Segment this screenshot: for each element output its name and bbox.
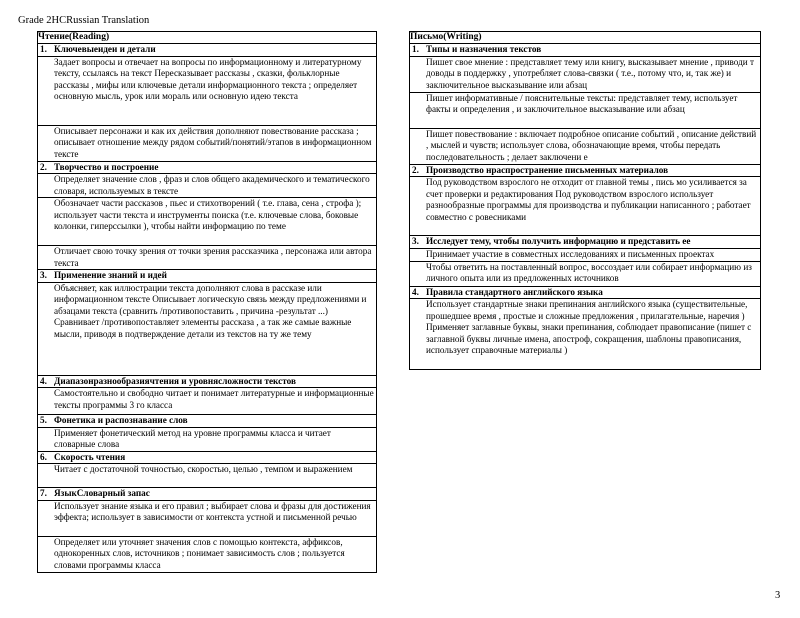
standard-item: Принимает участие в совместных исследованиях и письменных проектах (410, 248, 761, 261)
section-heading: 5. Фонетика и распознавание слов (38, 415, 377, 428)
section-heading: 4. Диапазонразнообразиячтения и уровнясложности текстов (38, 375, 377, 388)
standard-item: Отличает свою точку зрения от точки зрения рассказчика , персонажа или автора текста (38, 246, 377, 270)
reading-table (37, 31, 377, 573)
reading-column-title: Чтение(Reading) (38, 32, 377, 44)
section-heading: 4. Правила стандартного английского языка (410, 286, 761, 299)
section-heading: 2. Производство нраспространение письменных материалов (410, 164, 761, 177)
standard-item: Читает с достаточной точностью, скоростью, целью , темпом и выражением (38, 464, 377, 488)
standard-item: Пишет повествование : включает подробное описание событий , описание действий , мыслей и чувств; использует слова, обозначающие время, чтобы передать последовательность ; делает заключени е (410, 128, 761, 164)
section-heading: 1. Ключевыеидеи и детали (38, 44, 377, 57)
standard-item: Определяет или уточняет значения слов с помощью контекста, аффиксов, однокоренных слов, источников ; понимает зависимость слов ; пользуется словами программы класса (38, 536, 377, 572)
standard-item: Объясняет, как иллюстрации текста дополняют слова в рассказе или информационном тексте Описывает логическую связь между предложениями и абзацами текста (сравнить /противопоставить , причина -результат ...) Сравнивает /противопоставляет элементы рассказа , а так же самые важные мысли, приводя в подтверждение детали из текстов на ту же тему (38, 282, 377, 375)
section-heading: 6. Скорость чтения (38, 451, 377, 464)
standard-item: Обозначает части рассказов , пьес и стихотворений ( т.е. глава, сена , строфа ); использует части текста и инструменты поиска (т.е. ключевые слова, боковые колонки, гиперссылки ), чтобы найти информацию по теме (38, 198, 377, 246)
section-heading: 3. Исследует тему, чтобы получить информацию и представить ее (410, 236, 761, 249)
writing-column-title: Письмо(Writing) (410, 32, 761, 44)
standard-item: Использует знание языка и его правил ; выбирает слова и фразы для достижения эффекта; использует в зависимости от контекста устной и письменной речью (38, 500, 377, 536)
standard-item: Описывает персонажи и как их действия дополняют повествование рассказа ; описывает отношение между рядом событий/понятий/этапов в информационном тексте (38, 125, 377, 161)
page-number: 3 (775, 590, 781, 601)
standard-item: Применяет фонетический метод на уровне программы класса и читает словарные слова (38, 427, 377, 451)
standard-item: Пишет свое мнение : представляет тему или книгу, высказывает мнение , приводи т доводы в поддержку , употребляет слова-связки ( т.е., потому что, и, так же) и заключительное высказывание или абзац (410, 56, 761, 92)
section-heading: 7. ЯзыкСловарный запас (38, 488, 377, 501)
standard-item: Задает вопросы и отвечает на вопросы по информационному и литературному тексту, ссылаясь на текст Пересказывает рассказы , сказки, фольклорные рассказы , мифы или ключевые детали информационного текста ; определяет основную мысль, урок или мораль или основную идею текста (38, 56, 377, 125)
section-heading: 2. Творчество и построение (38, 161, 377, 174)
standard-item: Самостоятельно и свободно читает и понимает литературные и информационные тексты программы 3 го класса (38, 388, 377, 415)
standard-item: Чтобы ответить на поставленный вопрос, воссоздает или собирает информацию из личного опыта или из предложенных источников (410, 261, 761, 286)
writing-table (409, 31, 761, 370)
standard-item: Под руководством взрослого не отходит от главной темы , пись мо усиливается за счет проверки и редактирования Под руководством взрослого использует разнообразные программы для производства и публикации написанного ; работает совместно с ровесниками (410, 177, 761, 236)
standard-item: Использует стандартные знаки препинания английского языка (существительные, прошедшее время , простые и сложные предложения , прилагательные, наречия ) Применяет заглавные буквы, знаки препинания, соблюдает правописание (пишет с заглавной буквы личные имена, апостроф, сокращения, шаблоны правописания, использует справочные материалы ) (410, 299, 761, 370)
standard-item: Пишет информативные / пояснительные тексты: представляет тему, использует факты и определения , и заключительное высказывание или абзац (410, 92, 761, 128)
section-heading: 1. Типы и назначения текстов (410, 44, 761, 57)
section-heading: 3. Применение знаний и идей (38, 270, 377, 283)
standard-item: Определяет значение слов , фраз и слов общего академического и тематического словаря, используемых в тексте (38, 174, 377, 198)
page-header: Grade 2HCRussian Translation (18, 15, 150, 26)
